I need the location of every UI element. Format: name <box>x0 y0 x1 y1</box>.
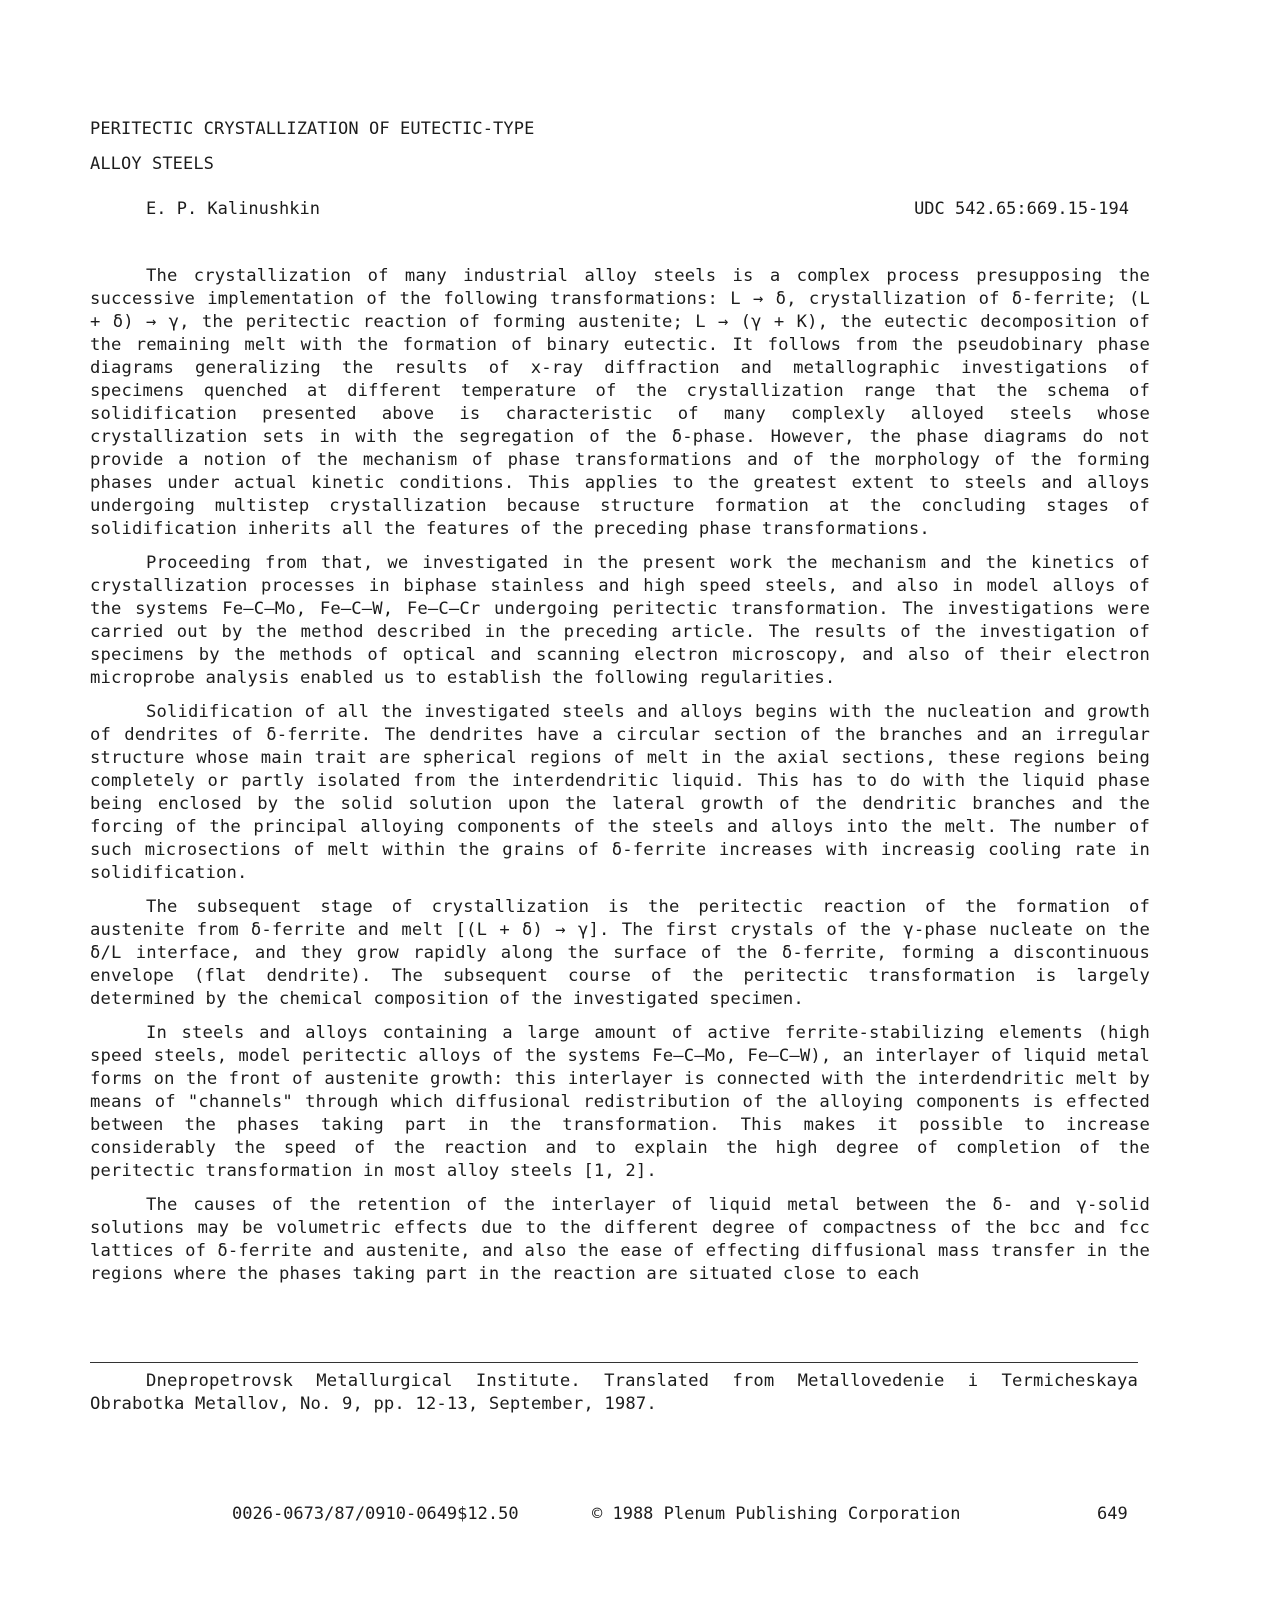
publication-code: 0026-0673/87/0910-0649$12.50 <box>232 1504 519 1524</box>
page-number: 649 <box>1097 1504 1128 1524</box>
footnote-divider <box>90 1362 1138 1363</box>
copyright-notice: © 1988 Plenum Publishing Corporation <box>592 1504 961 1524</box>
article-title-line-1: PERITECTIC CRYSTALLIZATION OF EUTECTIC-TYPE <box>90 119 535 139</box>
paragraph: In steels and alloys containing a large amount of active ferrite-stabilizing elements (high speed steels, model peritectic alloys of the systems Fe—C—Mo, Fe—C—W), an interlayer of liquid metal forms on the front of austenite growth: this interlayer is connected with the interdendritic melt by means of "channels" through which diffusional redistribution of the alloying components is effected between the phases taking part in the transformation. This makes it possible to increase considerably the speed of the reaction and to explain the high degree of completion of the peritectic transformation in most alloy steels [1, 2]. <box>90 1023 1150 1181</box>
article-title-line-2: ALLOY STEELS <box>90 154 215 174</box>
author-name: E. P. Kalinushkin <box>146 199 320 219</box>
footnote <box>90 1370 1138 1416</box>
paragraph: The subsequent stage of crystallization is the peritectic reaction of the formation of austenite from δ-ferrite and melt [(L + δ) → γ]. The first crystals of the γ-phase nucleate on the δ/L interface, and they grow rapidly along the surface of the δ-ferrite, forming a discontinuous envelope (flat dendrite). The subsequent course of the peritectic transformation is largely determined by the chemical composition of the investigated specimen. <box>90 897 1150 1009</box>
udc-code: UDC 542.65:669.15-194 <box>914 199 1129 219</box>
footnote-text: Dnepropetrovsk Metallurgical Institute. Translated from Metallovedenie i Termicheskaya Obrabotka Metallov, No. 9, pp. 12-13, September, 1987. <box>90 1371 1138 1414</box>
paragraph: The causes of the retention of the interlayer of liquid metal between the δ- and γ-solid solutions may be volumetric effects due to the different degree of compactness of the bcc and fcc lattices of δ-ferrite and austenite, and also the ease of effecting diffusional mass transfer in the regions where the phases taking part in the reaction are situated close to each <box>90 1195 1150 1284</box>
paragraph: Proceeding from that, we investigated in the present work the mechanism and the kinetics of crystallization processes in biphase stainless and high speed steels, and also in model alloys of the systems Fe—C—Mo, Fe—C—W, Fe—C—Cr undergoing peritectic transformation. The investigations were carried out by the method described in the preceding article. The results of the investigation of specimens by the methods of optical and scanning electron microscopy, and also of their electron microprobe analysis enabled us to establish the following regularities. <box>90 553 1150 688</box>
paragraph: The crystallization of many industrial alloy steels is a complex process presupposing the successive implementation of the following transformations: L → δ, crystallization of δ-ferrite; (L + δ) → γ, the peritectic reaction of forming austenite; L → (γ + K), the eutectic decomposition of the remaining melt with the formation of binary eutectic. It follows from the pseudobinary phase diagrams generalizing the results of x-ray diffraction and metallographic investigations of specimens quenched at different temperature of the crystallization range that the schema of solidification presented above is characteristic of many complexly alloyed steels whose crystallization sets in with the segregation of the δ-phase. However, the phase diagrams do not provide a notion of the mechanism of phase transformations and of the morphology of the forming phases under actual kinetic conditions. This applies to the greatest extent to steels and alloys undergoing multistep crystallization because structure formation at the concluding stages of solidification inherits all the features of the preceding phase transformations. <box>90 266 1150 539</box>
paragraph: Solidification of all the investigated steels and alloys begins with the nucleation and growth of dendrites of δ-ferrite. The dendrites have a circular section of the branches and an irregular structure whose main trait are spherical regions of melt in the axial sections, these regions being completely or partly isolated from the interdendritic liquid. This has to do with the liquid phase being enclosed by the solid solution upon the lateral growth of the dendritic branches and the forcing of the principal alloying components of the steels and alloys into the melt. The number of such microsections of melt within the grains of δ-ferrite increases with increasig cooling rate in solidification. <box>90 702 1150 883</box>
article-body <box>90 265 1150 1297</box>
byline <box>146 198 1129 220</box>
